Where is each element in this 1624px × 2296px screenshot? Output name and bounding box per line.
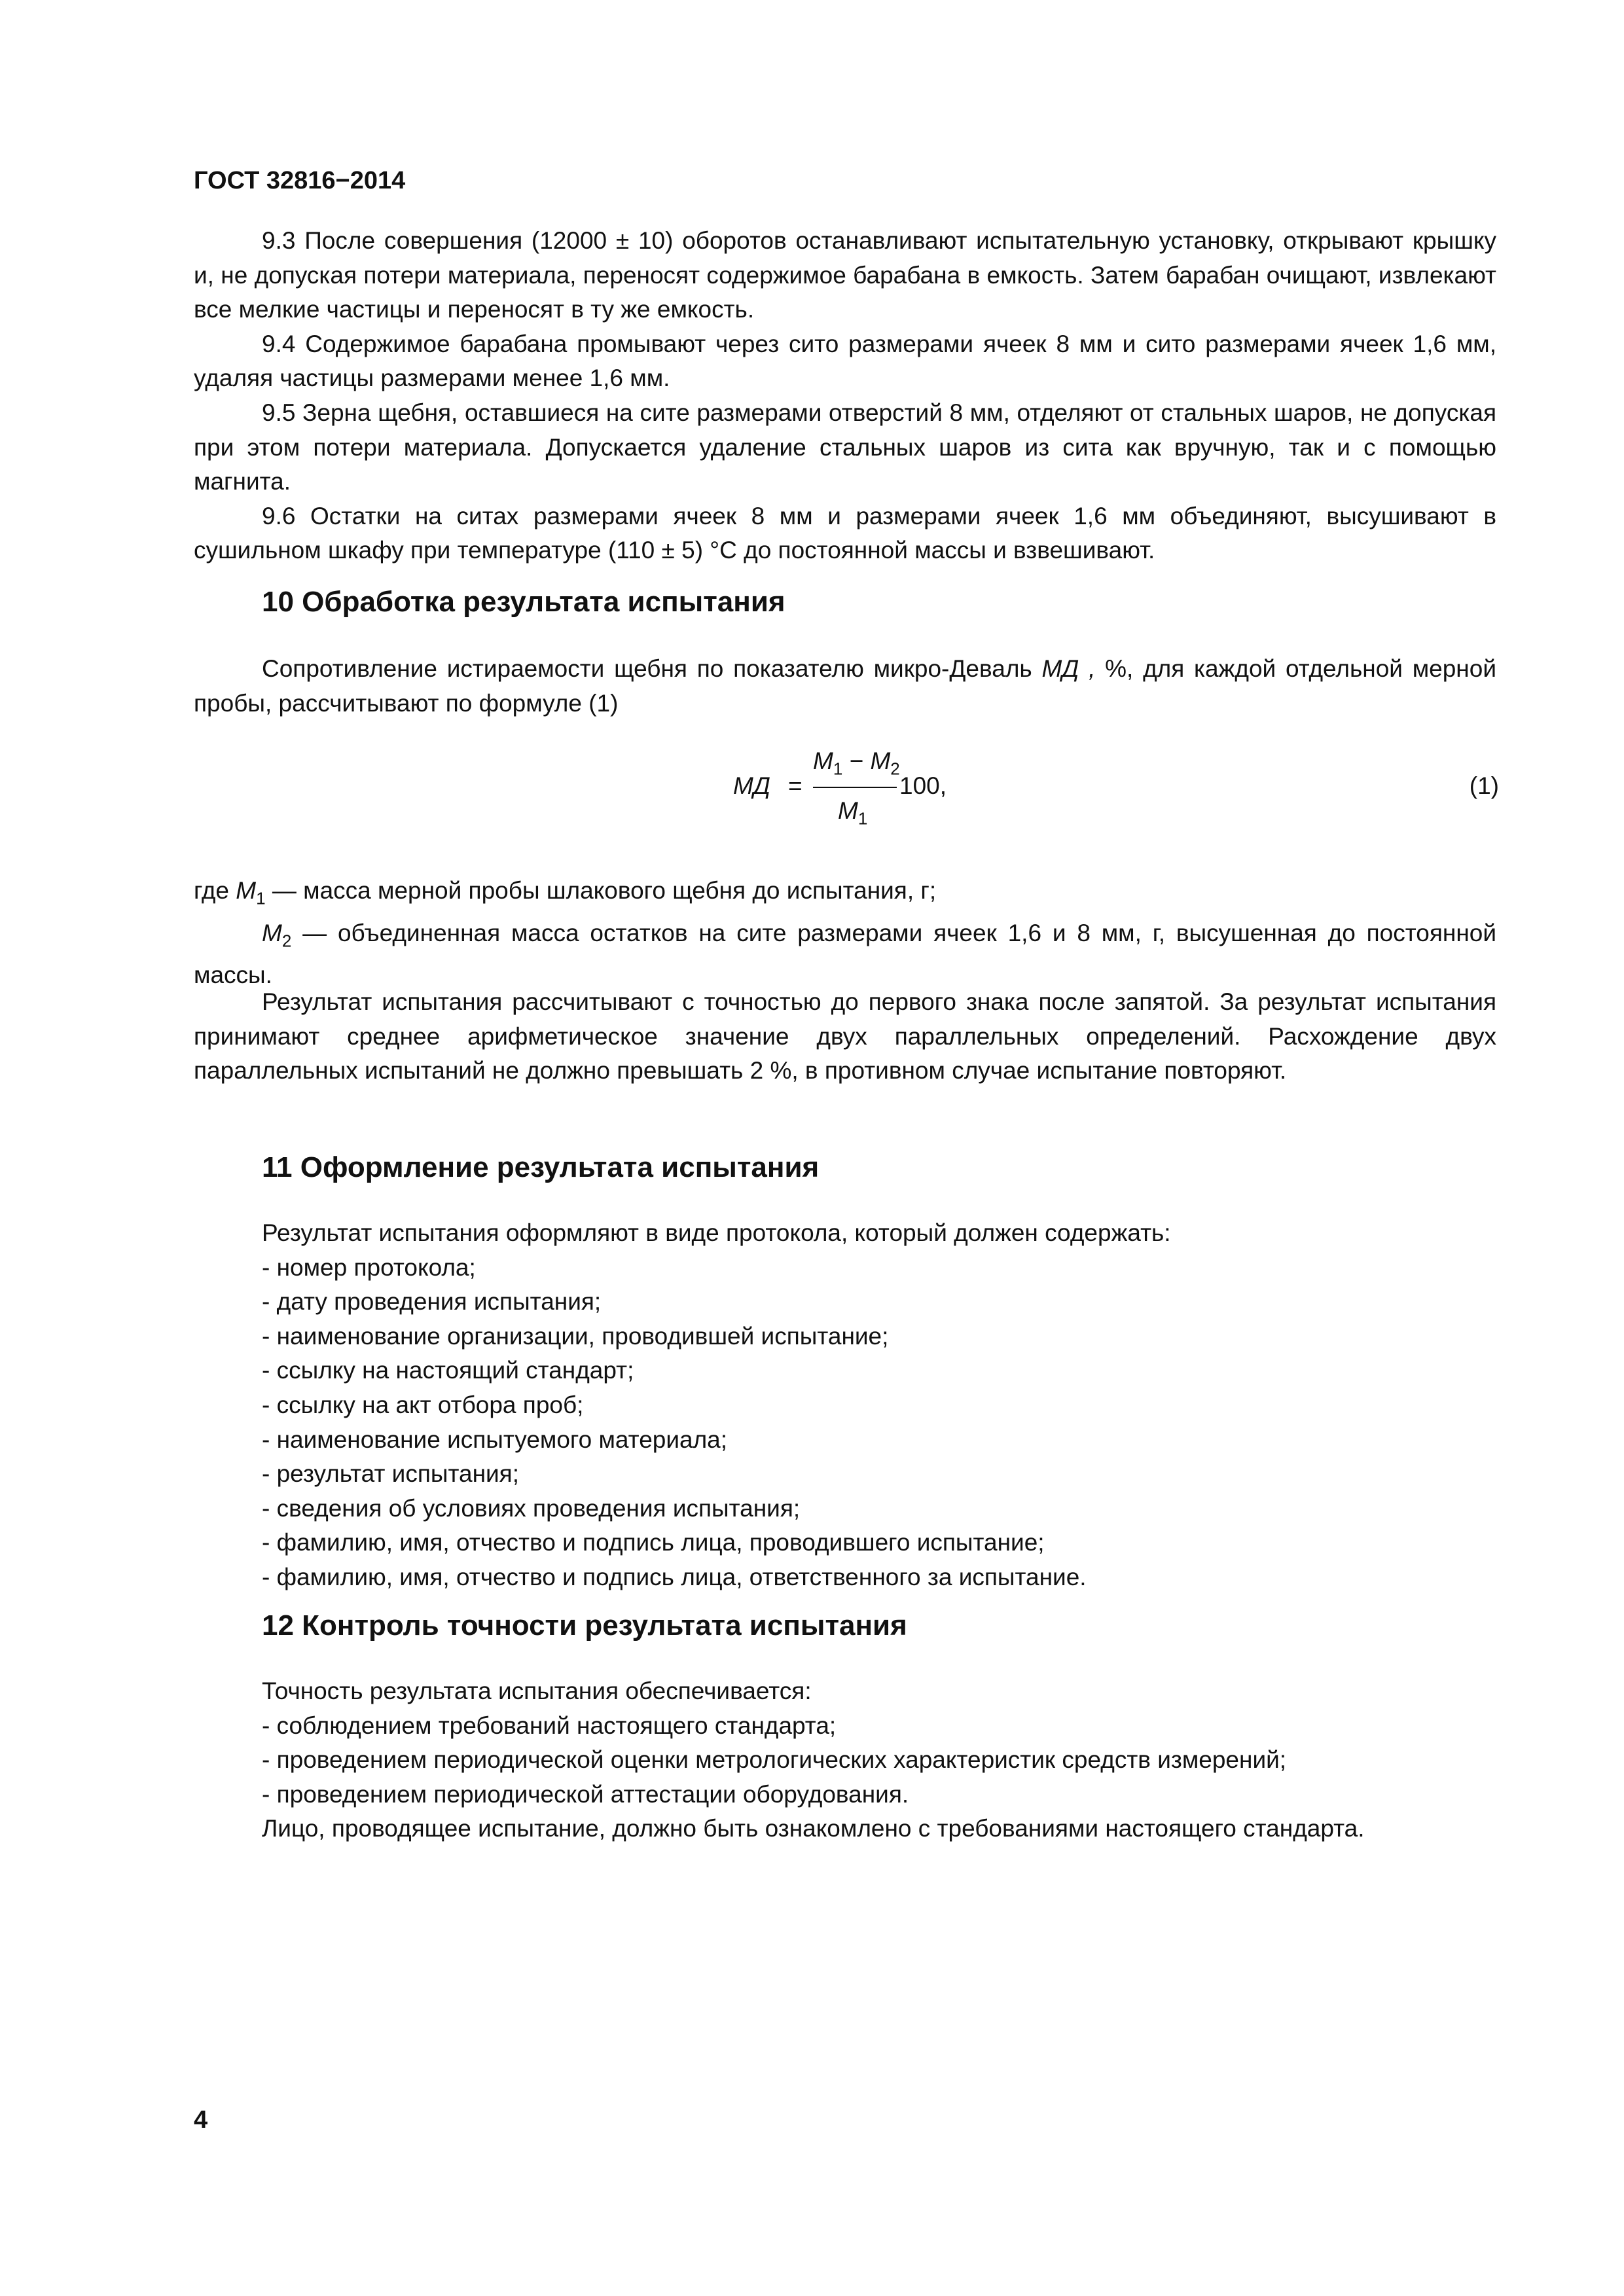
den-sub: 1 xyxy=(857,808,868,829)
where-m1-sub: 1 xyxy=(256,888,266,908)
result-paragraph: Результат испытания рассчитывают с точностью до первого знака после запятой. За результат испытания принимают среднее арифметическое значение двух параллельных определений. Расхождение двух параллельных испытаний не должно превышать 2 %, в противном случае испытание повторяют. xyxy=(194,988,1496,1085)
section-12-closing: Лицо, проводящее испытание, должно быть ознакомлено с требованиями настоящего стандарта. xyxy=(262,1815,1365,1842)
page-number: 4 xyxy=(194,2106,208,2134)
formula-intro-paragraph xyxy=(194,652,1496,721)
num-m1: M xyxy=(813,747,833,774)
section-11-title: 11 Оформление результата испытания xyxy=(262,1151,820,1183)
formula-number: (1) xyxy=(1469,772,1499,799)
section-11-body xyxy=(194,1216,1496,1595)
list-item: - ссылку на акт отбора проб; xyxy=(262,1391,584,1418)
protocol-contents-list xyxy=(194,1251,1496,1595)
paragraph-9-5: 9.5 Зерна щебня, оставшиеся на сите размерами отверстий 8 мм, отделяют от стальных шаров, не допуская при этом потери материала. Допускается удаление стальных шаров из сита как вручную, так и с помощью магнита. xyxy=(194,399,1496,495)
intro-text-b: %, для каждой отдельной мерной пробы, рассчитывают по формуле (1) xyxy=(194,655,1496,717)
paragraph-9-3: 9.3 После совершения (12000 ± 10) оборотов останавливают испытательную установку, открывают крышку и, не допуская потери материала, переносят содержимое барабана в емкость. Затем барабан очищают, извлекают все мелкие частицы и переносят в ту же емкость. xyxy=(194,227,1496,323)
section-9-paragraphs xyxy=(194,224,1496,568)
num-m2: M xyxy=(870,747,891,774)
where-m2-sub: 2 xyxy=(281,931,292,951)
formula-multiplier: 100, xyxy=(899,772,947,799)
section-10-result xyxy=(194,985,1496,1088)
where-m1-var: M xyxy=(236,877,257,904)
list-item: - ссылку на настоящий стандарт; xyxy=(262,1357,634,1384)
num-sub1: 1 xyxy=(833,759,843,779)
formula-numerator xyxy=(813,747,900,779)
list-item: - результат испытания; xyxy=(262,1460,519,1488)
where-prefix: где xyxy=(194,877,236,904)
list-item: - фамилию, имя, отчество и подпись лица, ответственного за испытание. xyxy=(262,1563,1087,1590)
intro-text-a: Сопротивление истираемости щебня по показателю микро-Деваль xyxy=(262,655,1042,682)
where-definition-m1 xyxy=(194,874,1496,916)
den-m: M xyxy=(838,797,858,824)
formula-1 xyxy=(733,747,1499,839)
paragraph-9-4: 9.4 Содержимое барабана промывают через сито размерами ячеек 8 мм и сито размерами ячеек 1,6 мм, удаляя частицы размерами менее 1,6 мм. xyxy=(194,330,1496,392)
list-item: - дату проведения испытания; xyxy=(262,1288,602,1316)
list-item: - соблюдением требований настоящего стандарта; xyxy=(262,1712,837,1739)
list-item: - проведением периодической оценки метрологических характеристик средств измерений; xyxy=(262,1746,1287,1774)
where-m1-text: — масса мерной пробы шлакового щебня до испытания, г; xyxy=(265,877,937,904)
list-item: - фамилию, имя, отчество и подпись лица, проводившего испытание; xyxy=(262,1529,1045,1556)
list-item: - проведением периодической аттестации оборудования. xyxy=(262,1780,909,1808)
section-12-intro: Точность результата испытания обеспечивается: xyxy=(262,1677,812,1704)
intro-variable: МД , xyxy=(1041,655,1096,682)
list-item: - сведения об условиях проведения испытания; xyxy=(262,1494,801,1522)
num-sub2: 2 xyxy=(890,759,900,779)
where-definition-m2 xyxy=(194,916,1496,993)
num-minus: − xyxy=(842,747,871,774)
section-10-title: 10 Обработка результата испытания xyxy=(262,586,785,618)
document-header: ГОСТ 32816−2014 xyxy=(194,167,406,194)
list-item: - наименование организации, проводившей испытание; xyxy=(262,1322,889,1350)
formula-lhs: МД xyxy=(733,772,770,799)
list-item: - номер протокола; xyxy=(262,1253,476,1281)
list-item: - наименование испытуемого материала; xyxy=(262,1426,728,1453)
where-m2-var: M xyxy=(262,920,282,946)
section-10-intro xyxy=(194,652,1496,721)
section-11-intro: Результат испытания оформляют в виде протокола, который должен содержать: xyxy=(262,1219,1171,1246)
section-12-body xyxy=(194,1674,1496,1846)
formula-denominator xyxy=(838,797,867,829)
fraction-bar xyxy=(813,787,897,788)
section-12-title: 12 Контроль точности результата испытания xyxy=(262,1609,907,1641)
accuracy-measures-list xyxy=(194,1709,1496,1812)
paragraph-9-6: 9.6 Остатки на ситах размерами ячеек 8 мм и размерами ячеек 1,6 мм объединяют, высушивают в сушильном шкафу при температуре (110 ± 5) °C до постоянной массы и взвешивают. xyxy=(194,502,1496,564)
formula-equals: = xyxy=(788,772,803,799)
where-m2-text: — объединенная масса остатков на сите размерами ячеек 1,6 и 8 мм, г, высушенная до постоянной массы. xyxy=(194,920,1496,988)
